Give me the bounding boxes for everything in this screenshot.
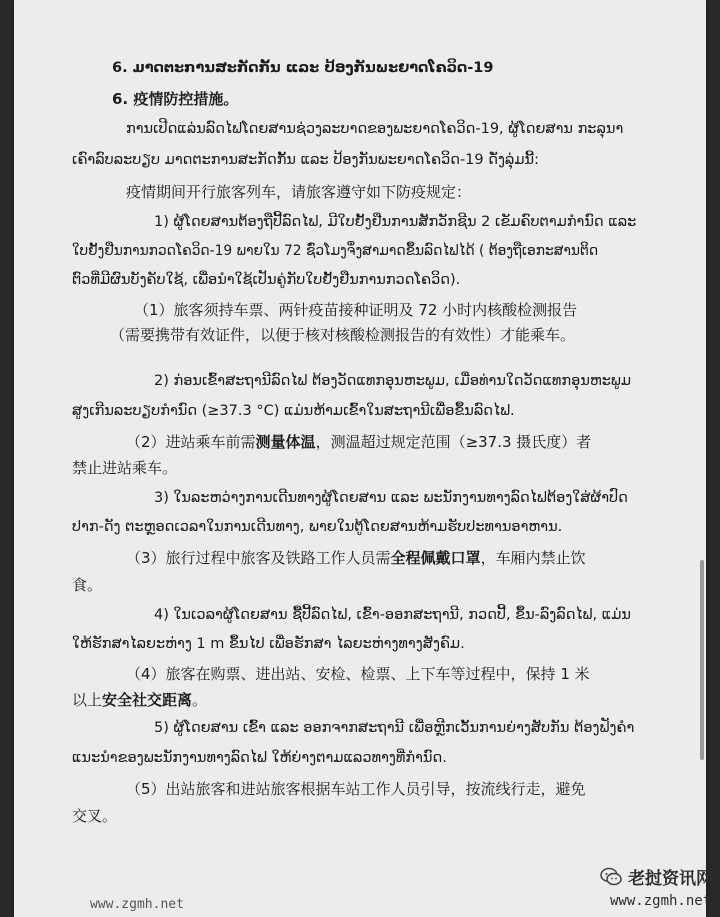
rule-3-zh-emphasis: 全程佩戴口罩 bbox=[390, 549, 481, 567]
intro-lao-line-2: ເຄົາລົບລະບຽບ ມາດຕະການສະກັດກັ້ນ ແລະ ປ້ອງກັນພະຍາດໂຄວິດ-19 ດັ່ງລຸ່ມນີ້: bbox=[72, 152, 539, 168]
rule-1-zh-line-1: （1）旅客须持车票、两针疫苗接种证明及 72 小时内核酸检测报告 bbox=[134, 301, 578, 319]
rule-4-zh-emphasis: 安全社交距离 bbox=[102, 691, 193, 709]
rule-2-lao-line-2: ສູງເກີນລະບຽບກຳນົດ (≥37.3 °C) ແມ່ນຫ້າມເຂົ້າໃນສະຖານີເພື່ອຂຶ້ນລົດໄຟ. bbox=[72, 403, 515, 419]
rule-5-zh-line-2: 交叉。 bbox=[72, 807, 118, 825]
page-scrollbar[interactable] bbox=[700, 560, 704, 760]
rule-5-lao-line-1: 5) ຜູ້ໂດຍສານ ເຂົ້າ ແລະ ອອກຈາກສະຖານີ ເພື່ອຫຼີກເວັ້ນການຍ່າງສັບກັນ ຕ້ອງຟັງຄຳ bbox=[154, 720, 635, 736]
rule-3-zh-text-end: ，车厢内禁止饮 bbox=[480, 549, 586, 567]
rule-1-zh-line-2: （需要携带有效证件，以便于核对核酸检测报告的有效性）才能乘车。 bbox=[110, 326, 576, 344]
rule-2-zh-line-1 bbox=[126, 432, 591, 452]
rule-3-zh-line-1 bbox=[126, 548, 586, 568]
rule-2-zh-line-2: 禁止进站乘车。 bbox=[72, 459, 178, 477]
rule-4-lao-line-1: 4) ໃນເວລາຜູ້ໂດຍສານ ຊື້ປີ້ລົດໄຟ, ເຂົ້າ-ອອກສະຖານີ, ກວດປີ້, ຂຶ້ນ-ລົງລົດໄຟ, ແມ່ນ bbox=[154, 607, 631, 623]
rule-2-zh-text-end: ，测温超过规定范围（≥37.3 摄氏度）者 bbox=[315, 433, 592, 451]
rule-3-zh-line-2: 食。 bbox=[72, 576, 103, 594]
rule-5-zh-line-1: （5）出站旅客和进站旅客根据车站工作人员引导，按流线行走，避免 bbox=[126, 780, 586, 798]
heading-lao: 6. ມາດຕະການສະກັດກັ້ນ ແລະ ປ້ອງກັນພະຍາດໂຄວິດ-19 bbox=[112, 60, 494, 76]
rule-1-lao-line-2: ໃບຢັ້ງຢືນການກວດໂຄວິດ-19 ພາຍໃນ 72 ຊົ່ວໂມງຈຶ່ງສາມາດຂຶ້ນລົດໄຟໄດ້ ( ຕ້ອງຖືເອກະສານຕິດ bbox=[72, 243, 599, 259]
rule-4-zh-line-1: （4）旅客在购票、进出站、安检、检票、上下车等过程中，保持 1 米 bbox=[126, 665, 590, 683]
rule-2-lao-line-1: 2) ກ່ອນເຂົ້າສະຖານີລົດໄຟ ຕ້ອງວັດແທກອຸນຫະພູມ, ເມື່ອທ່ານໃດວັດແທກອຸນຫະພູມ bbox=[154, 373, 632, 389]
rule-3-zh-text: （3）旅行过程中旅客及铁路工作人员需 bbox=[126, 549, 391, 567]
rule-2-zh-emphasis: 测量体温 bbox=[255, 433, 316, 451]
rule-4-zh-text: 以上 bbox=[72, 691, 103, 709]
watermark-url: www.zgmh.net bbox=[610, 893, 712, 909]
wechat-icon bbox=[600, 866, 622, 888]
rule-5-lao-line-2: ແນະນຳຂອງພະນັກງານທາງລົດໄຟ ໃຫ້ຍ່າງຕາມແລວທາງທີ່ກຳນົດ. bbox=[72, 750, 447, 766]
document-page bbox=[14, 0, 706, 917]
intro-lao-line-1: ການເປີດແລ່ນລົດໄຟໂດຍສານຊ່ວງລະບາດຂອງພະຍາດໂຄວິດ-19, ຜູ້ໂດຍສານ ກະລຸນາ bbox=[126, 121, 624, 137]
rule-3-lao-line-1: 3) ໃນລະຫວ່າງການເດີນທາງຜູ້ໂດຍສານ ແລະ ພະນັກງານທາງລົດໄຟຕ້ອງໃສ່ຜ້າປົດ bbox=[154, 490, 628, 506]
rule-2-zh-text: （2）进站乘车前需 bbox=[126, 433, 256, 451]
watermark-faint-url: www.zgmh.net bbox=[90, 897, 184, 912]
rule-1-lao-line-3: ຕົວທີ່ມີຜົນບັງຄັບໃຊ້, ເພື່ອນຳໃຊ້ເປັນຄູ່ກັບໃບຢັ້ງຢືນການກວດໂຄວິດ). bbox=[72, 272, 461, 288]
watermark-name: 老挝资讯网 bbox=[628, 869, 713, 889]
intro-zh: 疫情期间开行旅客列车，请旅客遵守如下防疫规定： bbox=[126, 183, 472, 201]
rule-4-lao-line-2: ໃຫ້ຮັກສາໄລຍະຫ່າງ 1 m ຂຶ້ນໄປ ເພື່ອຮັກສາ ໄລຍະຫ່າງທາງສັງຄົມ. bbox=[72, 636, 465, 652]
rule-4-zh-line-2 bbox=[72, 690, 207, 710]
heading-zh: 6. 疫情防控措施。 bbox=[112, 90, 239, 108]
rule-3-lao-line-2: ປາກ-ດັງ ຕະຫຼອດເວລາໃນການເດີນທາງ, ພາຍໃນຕູ້ໂດຍສານຫ້າມຮັບປະທານອາຫານ. bbox=[72, 519, 563, 535]
rule-4-zh-text-end: 。 bbox=[192, 691, 208, 709]
rule-1-lao-line-1: 1) ຜູ້ໂດຍສານຕ້ອງຖືປີ້ລົດໄຟ, ມີໃບຢັ້ງຢືນການສັກວັກຊີນ 2 ເຂັມຄົບຕາມກຳນົດ ແລະ bbox=[154, 214, 637, 230]
